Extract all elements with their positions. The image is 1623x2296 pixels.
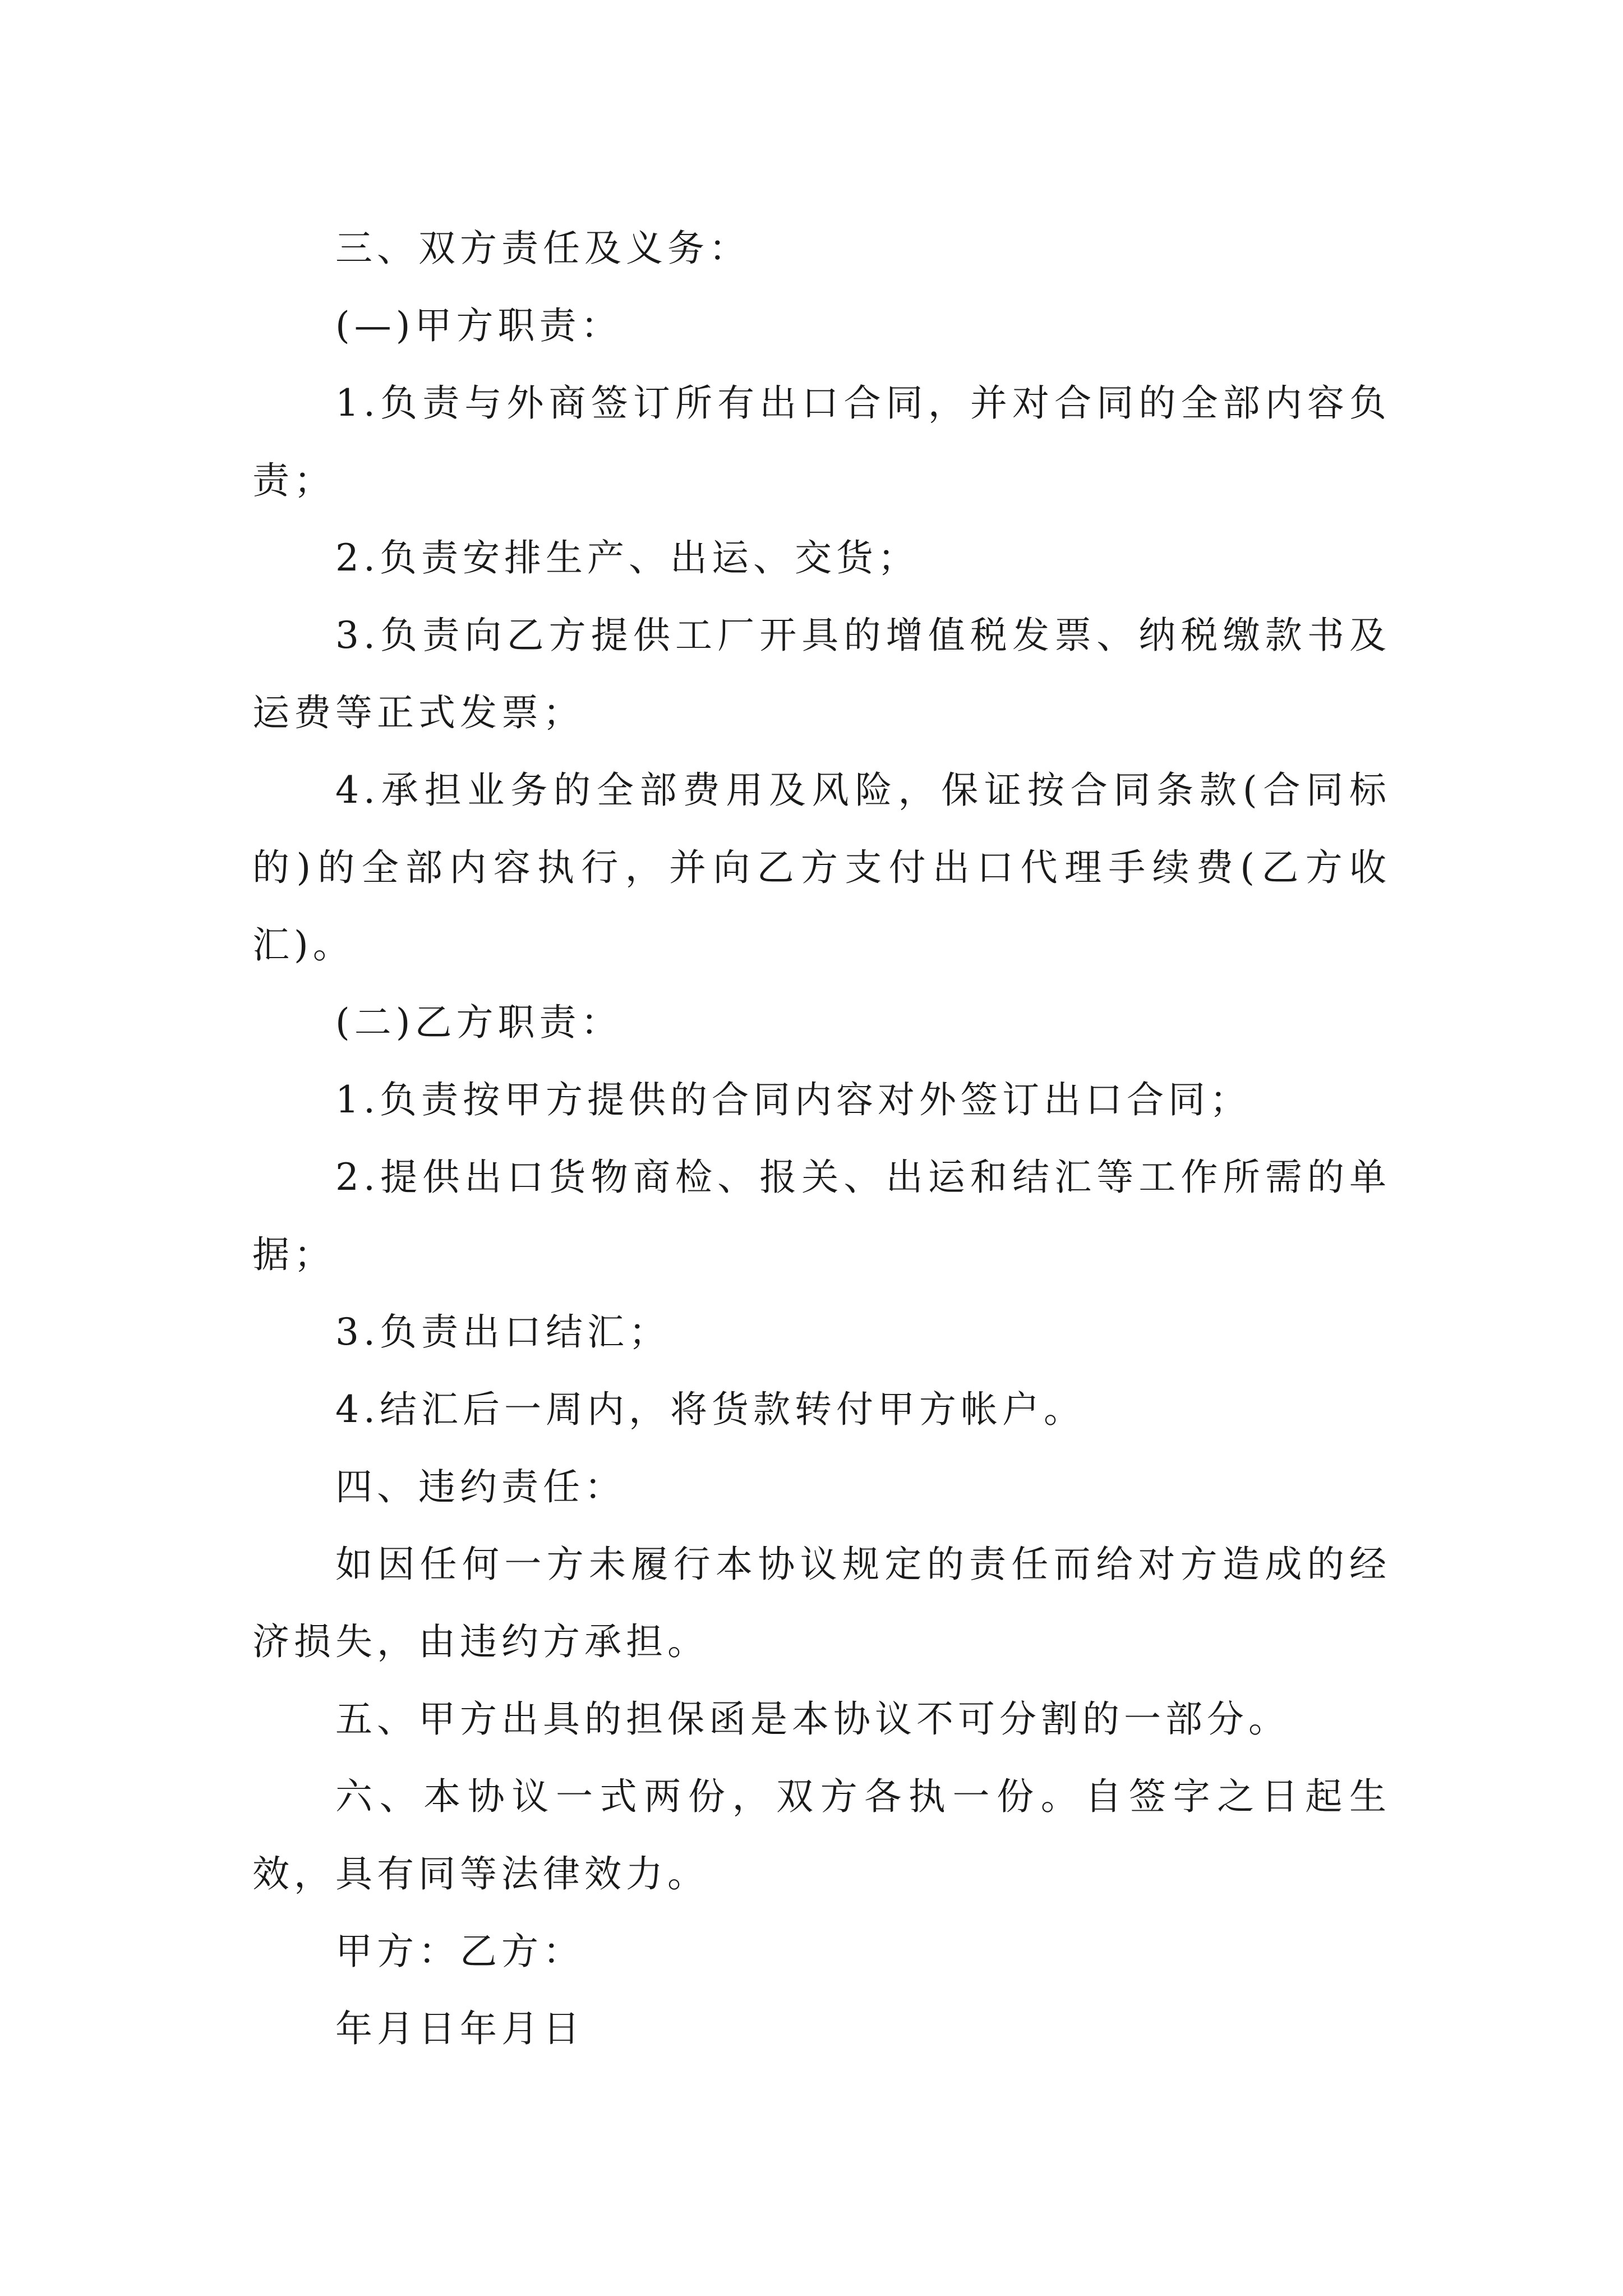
party-a-duty-3: 3.负责向乙方提供工厂开具的增值税发票、纳税缴款书及运费等正式发票； — [252, 614, 1391, 734]
party-a-duty-2: 2.负责安排生产、出运、交货； — [335, 536, 919, 579]
document-body — [252, 210, 1391, 2068]
section-guarantee: 五、甲方出具的担保函是本协议不可分割的一部分。 — [335, 1697, 1290, 1741]
signature-parties: 甲方：乙方： — [335, 1930, 584, 1973]
party-b-duty-1: 1.负责按甲方提供的合同内容对外签订出口合同； — [335, 1078, 1251, 1121]
subheading-party-b-duties: (二)乙方职责： — [335, 1001, 623, 1044]
section-heading-breach: 四、违约责任： — [335, 1465, 626, 1508]
subheading-party-a-duties: (—)甲方职责： — [335, 304, 623, 347]
party-b-duty-3: 3.负责出口结汇； — [335, 1310, 670, 1354]
section-copies-effect: 六、本协议一式两份，双方各执一份。自签字之日起生效，具有同等法律效力。 — [252, 1775, 1391, 1895]
party-b-duty-2: 2.提供出口货物商检、报关、出运和结汇等工作所需的单据； — [252, 1156, 1391, 1276]
party-b-duty-4: 4.结汇后一周内，将货款转付甲方帐户。 — [335, 1388, 1085, 1431]
party-a-duty-1: 1.负责与外商签订所有出口合同，并对合同的全部内容负责； — [252, 381, 1391, 502]
party-a-duty-4: 4.承担业务的全部费用及风险，保证按合同条款(合同标的)的全部内容执行，并向乙方支付出口代理手续费(乙方收汇)。 — [252, 769, 1391, 967]
breach-clause: 如因任何一方未履行本协议规定的责任而给对方造成的经济损失，由违约方承担。 — [252, 1543, 1391, 1663]
signature-dates: 年月日年月日 — [335, 2007, 584, 2050]
section-heading-responsibilities: 三、双方责任及义务： — [335, 227, 750, 270]
